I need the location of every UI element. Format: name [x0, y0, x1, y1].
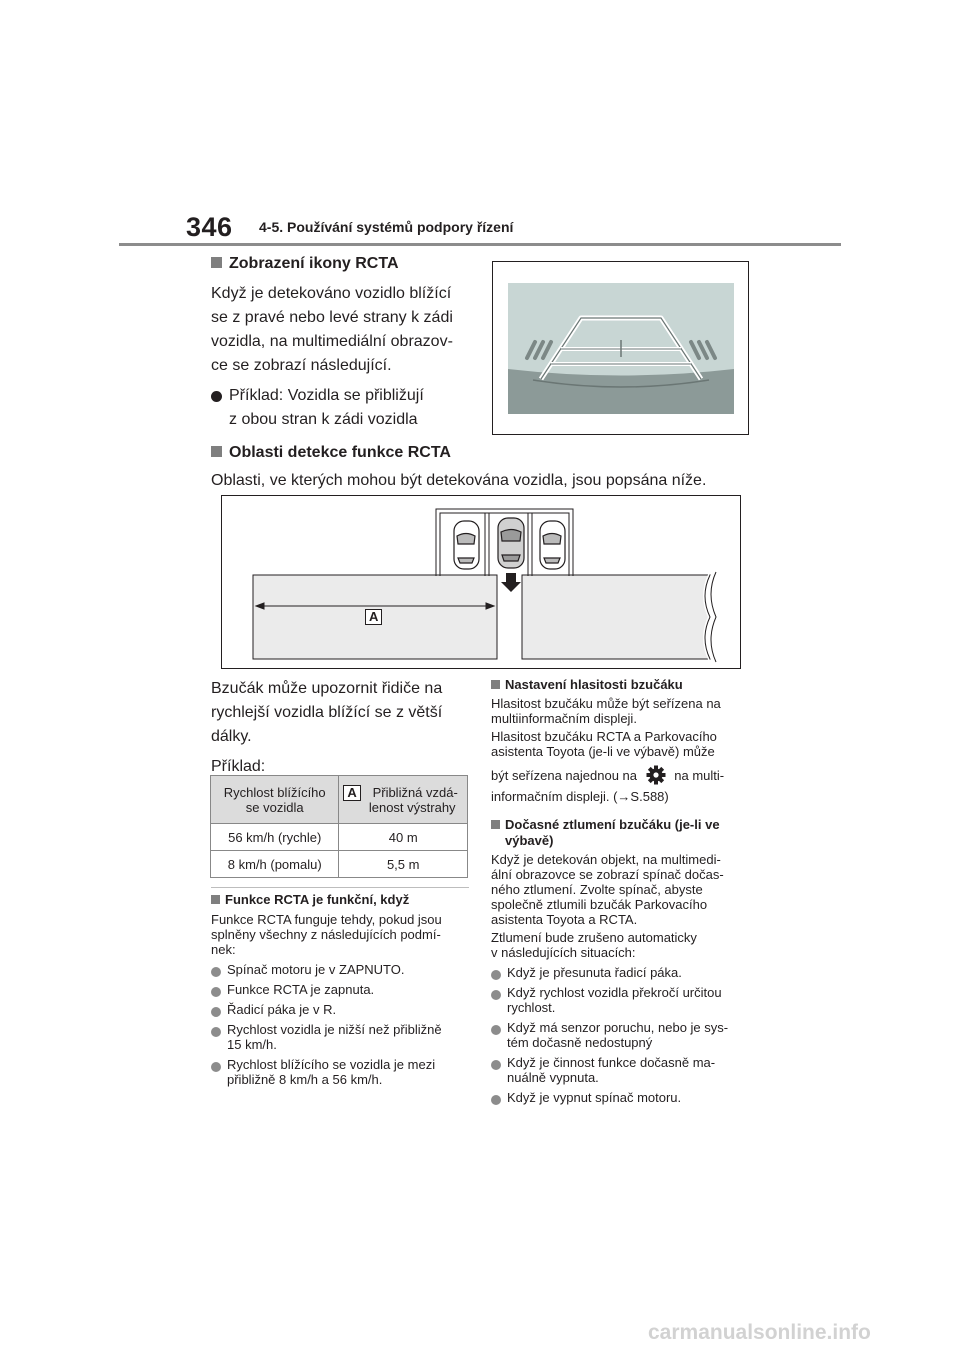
areas-heading: Oblasti detekce funkce RCTA	[211, 444, 771, 462]
square-marker-icon	[211, 257, 222, 268]
watermark: carmanualsonline.info	[648, 1321, 871, 1344]
function-text: Funkce RCTA funguje tehdy, pokud jsou splněny všechny z následujících podmí- nek:	[211, 912, 442, 957]
table-row: 8 km/h (pomalu) 5,5 m	[211, 851, 468, 878]
range-label-a: A	[343, 785, 360, 801]
table-header-speed: Rychlost blížícího se vozidla	[211, 776, 339, 824]
areas-section	[211, 444, 771, 493]
list-item: Když je vypnut spínač motoru.	[491, 1090, 759, 1105]
list-item: Funkce RCTA je zapnuta.	[211, 982, 473, 997]
list-item: Když je činnost funkce dočasně ma- nuálně vypnuta.	[491, 1055, 759, 1085]
table-row: 56 km/h (rychle) 40 m	[211, 824, 468, 851]
function-conditions	[211, 892, 473, 1087]
volume-text: Hlasitost bzučáku může být seřízena na multiinformačním displeji. Hlasitost bzučáku RCTA a Parkovacího asistenta Toyota (je-li ve výbavě) může být seřízena najednou na na multi- informačním displeji. (→S.588)	[491, 696, 725, 804]
list-item: Rychlost blížícího se vozidla je mezi přibližně 8 km/h a 56 km/h.	[211, 1057, 473, 1087]
square-marker-icon	[491, 680, 500, 689]
icon-section	[211, 255, 491, 432]
list-item: Když má senzor poruchu, nebo je sys- tém dočasně nedostupný	[491, 1020, 759, 1050]
section-divider	[211, 887, 469, 888]
header-divider	[119, 243, 841, 246]
page-number: 346	[186, 212, 233, 242]
icon-section-bullet: Příklad: Vozidla se přibližují z obou stran k zádi vozidla	[211, 384, 491, 432]
right-column	[491, 677, 759, 1105]
own-vehicle	[498, 518, 524, 568]
speed-distance-table	[210, 775, 468, 878]
icon-section-text: Když je detekováno vozidlo blížící se z pravé nebo levé strany k zádi vozidla, na multimediální obrazov- ce se zobrazí následující.	[211, 285, 453, 374]
detection-area-diagram	[221, 495, 741, 669]
list-item: Když rychlost vozidla překročí určitou rychlost.	[491, 985, 759, 1015]
section-title: 4-5. Používání systémů podpory řízení	[259, 219, 514, 235]
volume-heading: Nastavení hlasitosti bzučáku	[491, 677, 759, 693]
square-marker-icon	[491, 820, 500, 829]
mute-text: Když je detekován objekt, na multimedi- ální obrazovce se zobrazí spínač dočas- ného ztlumení. Zvolte spínač, abyste společně ztlumili bzučák Parkovacího asistenta Toyota a RCTA. Ztlumení bude zrušeno automaticky v následujících situacích:	[491, 852, 724, 960]
rcta-display-illustration	[492, 261, 749, 435]
parking-lot-figure	[222, 496, 740, 668]
square-marker-icon	[211, 446, 222, 457]
square-marker-icon	[211, 895, 220, 904]
parked-car-left	[454, 521, 479, 569]
rear-camera-view-figure	[493, 262, 748, 434]
example-label: Příklad:	[211, 758, 266, 775]
left-column	[211, 677, 471, 779]
areas-text: Oblasti, ve kterých mohou být detekována vozidla, jsou popsána níže.	[211, 472, 707, 489]
buzzer-warning-text: Bzučák může upozornit řidiče na rychlejší vozidla blížící se z větší dálky.	[211, 680, 443, 745]
table-header-distance: A Přibližná vzdá- lenost výstrahy	[339, 776, 468, 824]
list-item: Řadicí páka je v R.	[211, 1002, 473, 1017]
range-label-a: A	[365, 609, 382, 625]
list-item: Rychlost vozidla je nižší než přibližně 15 km/h.	[211, 1022, 473, 1052]
parked-car-right	[540, 521, 565, 569]
function-heading: Funkce RCTA je funkční, když	[211, 892, 473, 908]
icon-section-heading: Zobrazení ikony RCTA	[211, 255, 491, 273]
reverse-arrow	[501, 573, 521, 592]
list-item: Spínač motoru je v ZAPNUTO.	[211, 962, 473, 977]
gear-icon	[645, 764, 667, 786]
list-item: Když je přesunuta řadicí páka.	[491, 965, 759, 980]
mute-heading: Dočasné ztlumení bzučáku (je-li ve výbavě)	[491, 817, 759, 849]
